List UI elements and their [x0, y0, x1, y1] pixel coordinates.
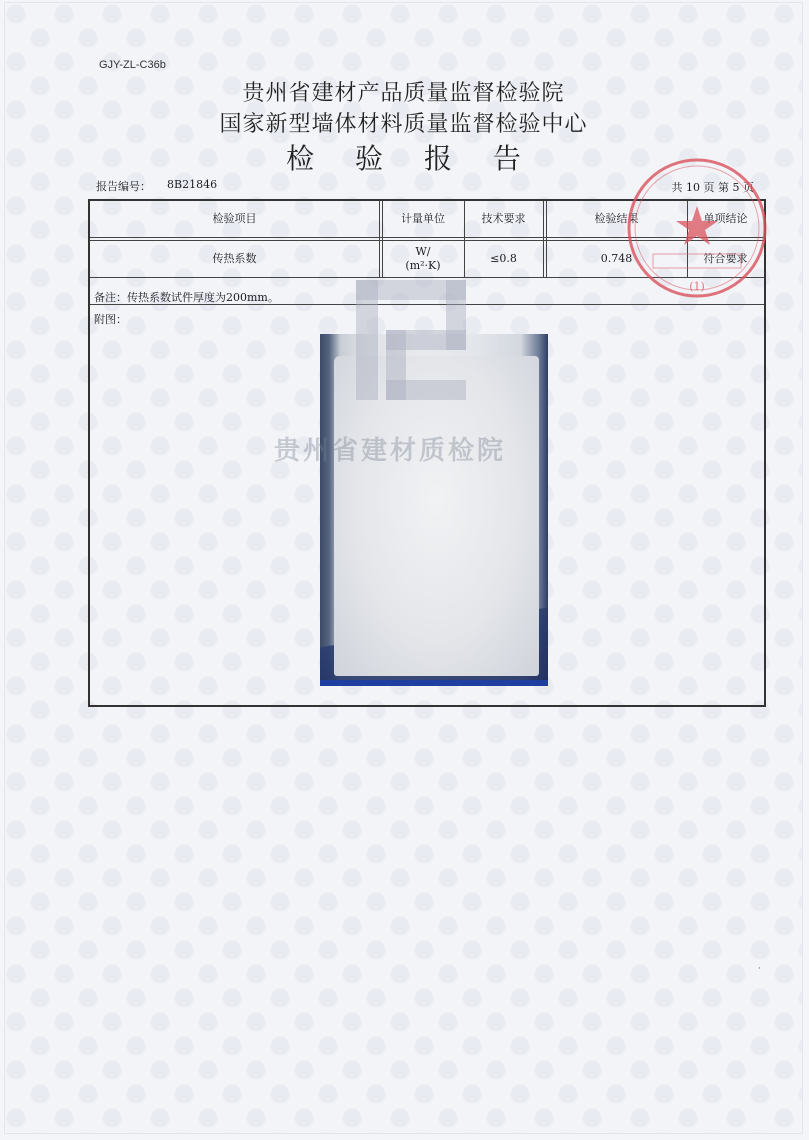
column-header-conclusion: 单项结论: [703, 212, 748, 225]
row-result: 0.748: [600, 252, 633, 265]
row-conclusion: 符合要求: [703, 252, 748, 265]
report-number-label: 报告编号：: [96, 180, 151, 193]
center-name: 国家新型墙体材料质量监督检验中心: [219, 112, 588, 137]
row-unit-line2: (m²·K): [405, 259, 441, 272]
column-header-unit: 计量单位: [401, 212, 445, 225]
row-item: 传热系数: [212, 252, 257, 265]
inspection-seal-icon: [623, 154, 771, 302]
report-page: [4, 2, 803, 1134]
row-unit-line1: W/: [415, 245, 431, 258]
col-divider: [543, 201, 544, 277]
column-header-result: 检验结果: [594, 212, 639, 225]
row-requirement: ≤0.8: [490, 252, 517, 265]
watermark-logo-icon: [346, 270, 476, 410]
col-divider: [379, 201, 380, 277]
form-code: GJY-ZL-C36b: [99, 59, 166, 71]
institute-name: 贵州省建材产品质量监督检验院: [242, 81, 565, 106]
scan-mark: ·: [758, 964, 761, 974]
column-header-item: 检验项目: [212, 212, 257, 225]
note-text: 备注：传热系数试件厚度为200mm。: [94, 291, 279, 304]
column-header-requirement: 技术要求: [481, 212, 526, 225]
report-number-value: 8B21846: [167, 178, 218, 191]
page-info: 共 10 页 第 5 页: [671, 181, 754, 194]
figure-label: 附图：: [94, 313, 127, 326]
watermark-text: 贵州省建材质检院: [274, 436, 507, 466]
document-title: 检 验 报 告: [286, 142, 537, 175]
svg-text:(1): (1): [689, 280, 705, 293]
